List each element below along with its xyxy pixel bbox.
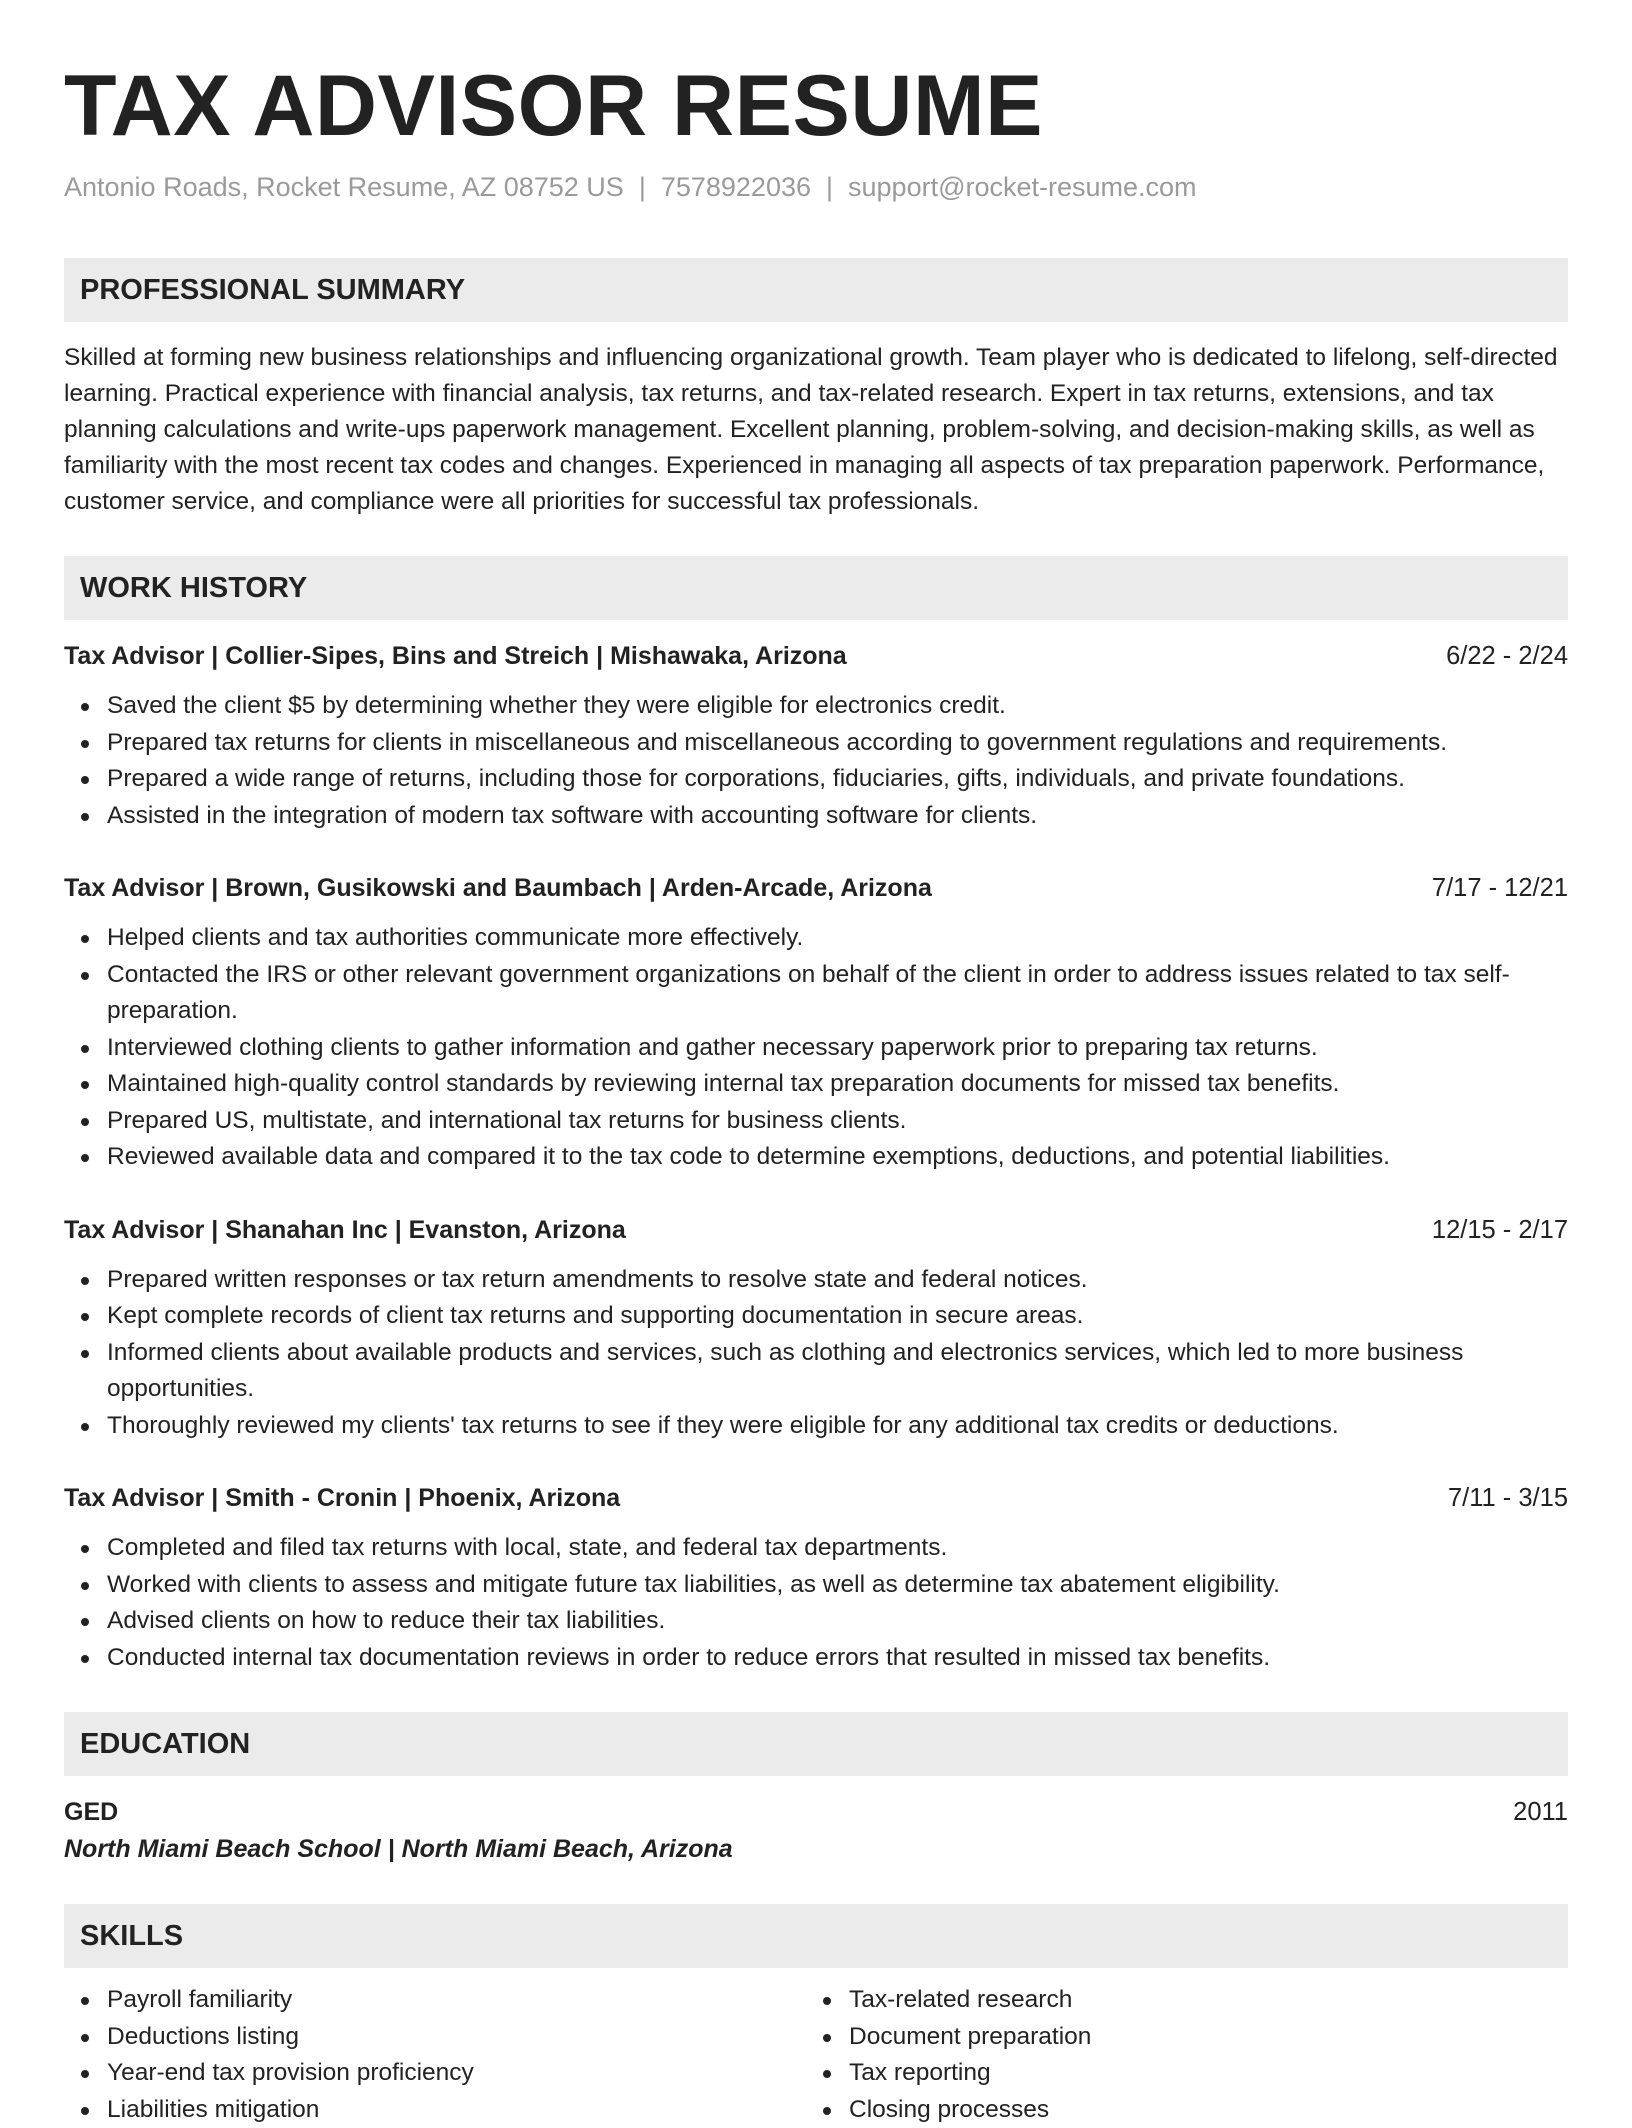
education-header (64, 1794, 1568, 1830)
job-header (64, 638, 1568, 674)
bullet-item: Maintained high-quality control standards by reviewing internal tax preparation documents for missed tax benefits. (64, 1066, 1568, 1103)
contact-email: support@rocket-resume.com (848, 172, 1197, 202)
contact-address: Antonio Roads, Rocket Resume, AZ 08752 US (64, 172, 624, 202)
bullet-item: Informed clients about available products and services, such as clothing and electronics services, which led to more business opportunities. (64, 1335, 1568, 1408)
education-section (64, 1712, 1568, 1868)
job-bullets (64, 1530, 1568, 1676)
skill-item: Document preparation (806, 2019, 1548, 2056)
bullet-item: Kept complete records of client tax returns and supporting documentation in secure areas. (64, 1298, 1568, 1335)
section-heading-summary: PROFESSIONAL SUMMARY (64, 258, 1568, 322)
job-dates: 7/17 - 12/21 (1432, 870, 1568, 906)
bullet-item: Saved the client $5 by determining whether they were eligible for electronics credit. (64, 688, 1568, 725)
bullet-item: Completed and filed tax returns with local, state, and federal tax departments. (64, 1530, 1568, 1567)
work-history-section (64, 556, 1568, 1676)
skill-item: Tax-related research (806, 1982, 1548, 2019)
skill-item: Deductions listing (64, 2019, 806, 2056)
job-title: Tax Advisor | Collier-Sipes, Bins and Streich | Mishawaka, Arizona (64, 638, 847, 674)
bullet-item: Conducted internal tax documentation reviews in order to reduce errors that resulted in missed tax benefits. (64, 1640, 1568, 1677)
skill-item: Closing processes (806, 2092, 1548, 2128)
job-bullets (64, 1262, 1568, 1445)
bullet-item: Reviewed available data and compared it to the tax code to determine exemptions, deductions, and potential liabilities. (64, 1139, 1568, 1176)
resume-content (64, 56, 1568, 2128)
job-title: Tax Advisor | Smith - Cronin | Phoenix, Arizona (64, 1480, 620, 1516)
job-dates: 7/11 - 3/15 (1448, 1480, 1568, 1516)
skills-section (64, 1904, 1568, 2128)
bullet-item: Advised clients on how to reduce their tax liabilities. (64, 1603, 1568, 1640)
professional-summary-section (64, 258, 1568, 520)
skill-item: Payroll familiarity (64, 1982, 806, 2019)
skill-item: Liabilities mitigation (64, 2092, 806, 2128)
job-header (64, 1480, 1568, 1516)
job-entry (64, 870, 1568, 1176)
bullet-item: Assisted in the integration of modern tax software with accounting software for clients. (64, 798, 1568, 835)
job-dates: 12/15 - 2/17 (1432, 1212, 1568, 1248)
job-header (64, 1212, 1568, 1248)
job-dates: 6/22 - 2/24 (1446, 638, 1568, 674)
summary-text: Skilled at forming new business relationships and influencing organizational growth. Team player who is dedicated to lifelong, self-directed learning. Practical experience with financial analysis, tax returns, and tax-related research. Expert in tax returns, extensions, and tax planning calculations and write-ups paperwork management. Excellent planning, problem-solving, and decision-making skills, as well as familiarity with the most recent tax codes and changes. Experienced in managing all aspects of tax preparation paperwork. Performance, customer service, and compliance were all priorities for successful tax professionals. (64, 340, 1568, 520)
job-bullets (64, 688, 1568, 834)
skill-item: Year-end tax provision proficiency (64, 2055, 806, 2092)
education-year: 2011 (1513, 1794, 1568, 1830)
contact-separator: | (624, 172, 661, 202)
contact-line (64, 168, 1568, 206)
job-title: Tax Advisor | Shanahan Inc | Evanston, Arizona (64, 1212, 626, 1248)
bullet-item: Prepared a wide range of returns, including those for corporations, fiduciaries, gifts, individuals, and private foundations. (64, 761, 1568, 798)
bullet-item: Prepared tax returns for clients in miscellaneous and miscellaneous according to government regulations and requirements. (64, 725, 1568, 762)
bullet-item: Worked with clients to assess and mitigate future tax liabilities, as well as determine tax abatement eligibility. (64, 1567, 1568, 1604)
skills-column-right (806, 1982, 1548, 2128)
job-entry (64, 1480, 1568, 1676)
job-entry (64, 638, 1568, 834)
education-school: North Miami Beach School | North Miami Beach, Arizona (64, 1830, 1568, 1868)
skills-column-left (64, 1982, 806, 2128)
education-entry (64, 1794, 1568, 1868)
resume-title: TAX ADVISOR RESUME (64, 56, 1568, 156)
job-title: Tax Advisor | Brown, Gusikowski and Baumbach | Arden-Arcade, Arizona (64, 870, 932, 906)
bullet-item: Prepared written responses or tax return amendments to resolve state and federal notices. (64, 1262, 1568, 1299)
skills-columns (64, 1982, 1568, 2128)
section-heading-skills: SKILLS (64, 1904, 1568, 1968)
section-heading-education: EDUCATION (64, 1712, 1568, 1776)
job-entry (64, 1212, 1568, 1445)
bullet-item: Thoroughly reviewed my clients' tax returns to see if they were eligible for any additional tax credits or deductions. (64, 1408, 1568, 1445)
section-heading-work-history: WORK HISTORY (64, 556, 1568, 620)
bullet-item: Prepared US, multistate, and international tax returns for business clients. (64, 1103, 1568, 1140)
skill-item: Tax reporting (806, 2055, 1548, 2092)
contact-phone: 7578922036 (661, 172, 811, 202)
bullet-item: Interviewed clothing clients to gather information and gather necessary paperwork prior to preparing tax returns. (64, 1030, 1568, 1067)
job-header (64, 870, 1568, 906)
job-bullets (64, 920, 1568, 1176)
education-degree: GED (64, 1794, 118, 1830)
contact-separator: | (811, 172, 848, 202)
bullet-item: Contacted the IRS or other relevant government organizations on behalf of the client in order to address issues related to tax self-preparation. (64, 957, 1568, 1030)
bullet-item: Helped clients and tax authorities communicate more effectively. (64, 920, 1568, 957)
